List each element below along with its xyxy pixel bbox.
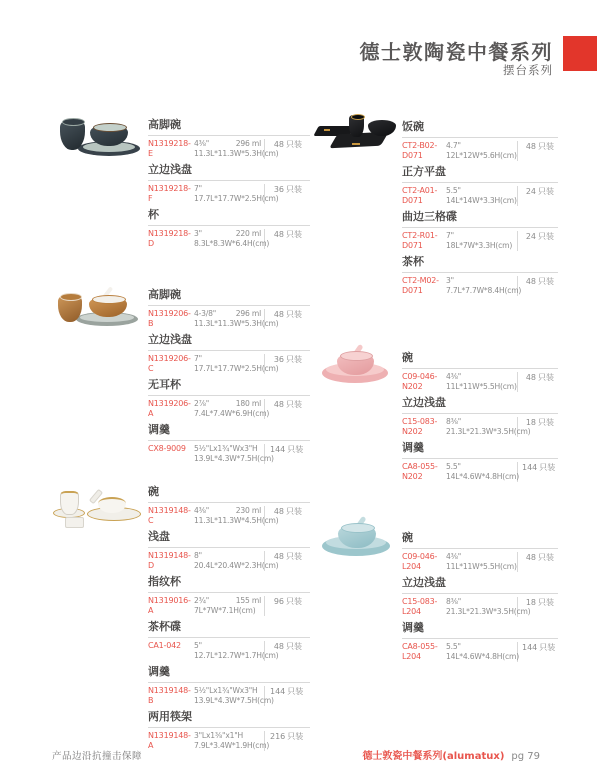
- product-item: [402, 576, 558, 617]
- product-item: [402, 351, 558, 392]
- red-accent-square: [563, 36, 597, 71]
- cup-shape: [60, 491, 79, 515]
- size-inches: 4⅜": [446, 552, 462, 561]
- size-inches: 7": [194, 184, 202, 193]
- page-title: 德士敦陶瓷中餐系列: [359, 40, 553, 64]
- product-name: 浅盘: [148, 530, 170, 543]
- product-group-n1319148: [148, 485, 310, 755]
- dimensions: 13.9L*4.3W*7.5H(cm): [194, 696, 274, 705]
- volume: 180 ml: [235, 399, 261, 408]
- spec-row: [148, 727, 310, 751]
- cup-rim-shape: [62, 118, 85, 126]
- pack-quantity: 48 只装: [525, 553, 554, 562]
- product-name: 碗: [402, 351, 413, 364]
- pack-quantity: 48 只装: [273, 230, 302, 239]
- product-code: CT2-A01- D071: [402, 186, 438, 205]
- dimensions: 12.7L*12.7W*1.7H(cm): [194, 651, 279, 660]
- product-group-n202: [402, 351, 558, 486]
- pack-quantity: 36 只装: [273, 355, 302, 364]
- size-inches: 4-3/8": [194, 309, 217, 318]
- product-name: 调羹: [148, 423, 170, 436]
- product-item: [148, 378, 310, 419]
- dimensions: 18L*7W*3.3H(cm): [446, 241, 513, 250]
- pack-quantity: 18 只装: [525, 598, 554, 607]
- product-code: C15-083- N202: [402, 417, 438, 436]
- dimensions: 11.3L*11.3W*5.3H(cm): [194, 149, 279, 158]
- bowl-rim-shape: [340, 351, 373, 361]
- photo-pink-set: [322, 344, 390, 388]
- product-item: [402, 120, 558, 161]
- size-inches: 3": [194, 229, 202, 238]
- cup-rim-shape: [60, 293, 82, 301]
- product-item: [402, 165, 558, 206]
- spec-row: [402, 227, 558, 251]
- dimensions: 11.3L*11.3W*4.5H(cm): [194, 516, 279, 525]
- size-inches: 4.7": [446, 141, 461, 150]
- bowl-shape: [368, 120, 396, 136]
- product-name: 茶杯: [402, 255, 424, 268]
- spec-row: [148, 502, 310, 526]
- photo-blue-set: [322, 514, 392, 560]
- product-name: 调羹: [402, 441, 424, 454]
- size-inches: 7": [446, 231, 454, 240]
- product-code: N1319206-C: [148, 354, 191, 373]
- spec-row: [148, 547, 310, 571]
- pack-quantity: 96 只装: [273, 597, 302, 606]
- dimensions: 20.4L*20.4W*2.3H(cm): [194, 561, 279, 570]
- size-inches: 3": [446, 276, 454, 285]
- product-name: 调羹: [148, 665, 170, 678]
- size-inches: 5.5": [446, 642, 461, 651]
- tray-gold-mark: [324, 129, 330, 131]
- product-code: N1319148-B: [148, 686, 191, 705]
- product-group-l204: [402, 531, 558, 666]
- spec-row: [148, 592, 310, 616]
- pack-quantity: 48 只装: [525, 277, 554, 286]
- product-name: 碗: [402, 531, 413, 544]
- product-name: 高脚碗: [148, 288, 181, 301]
- spec-row: [148, 440, 310, 464]
- product-item: [148, 208, 310, 249]
- cup-rim-shape: [351, 114, 365, 120]
- product-name: 指纹杯: [148, 575, 181, 588]
- product-name: 正方平盘: [402, 165, 446, 178]
- spec-row: [148, 180, 310, 204]
- dimensions: 21.3L*21.3W*3.5H(cm): [446, 607, 531, 616]
- product-name: 立边浅盘: [148, 333, 192, 346]
- product-name: 高脚碗: [148, 118, 181, 131]
- size-inches: 4⅜": [194, 139, 210, 148]
- spec-row: [402, 638, 558, 662]
- product-name: 饭碗: [402, 120, 424, 133]
- size-inches: 8⅜": [446, 417, 462, 426]
- spec-row: [402, 272, 558, 296]
- spec-row: [148, 225, 310, 249]
- photo-white-gold-set: [42, 486, 148, 530]
- product-group-n1319206: [148, 288, 310, 468]
- bowl-rim-shape: [341, 523, 375, 533]
- product-item: [402, 255, 558, 296]
- product-name: 无耳杯: [148, 378, 181, 391]
- product-name: 曲边三格碟: [402, 210, 457, 223]
- pack-quantity: 48 只装: [273, 552, 302, 561]
- dimensions: 21.3L*21.3W*3.5H(cm): [446, 427, 531, 436]
- volume: 296 ml: [235, 139, 261, 148]
- product-item: [148, 485, 310, 526]
- product-item: [402, 396, 558, 437]
- size-inches: 5": [194, 641, 202, 650]
- spec-row: [402, 593, 558, 617]
- spec-row: [402, 458, 558, 482]
- product-item: [148, 163, 310, 204]
- product-item: [402, 441, 558, 482]
- product-name: 茶杯碟: [148, 620, 181, 633]
- pack-quantity: 48 只装: [273, 310, 302, 319]
- size-inches: 5½"Lx1¾"Wx3"H: [194, 444, 258, 453]
- page-subtitle: 摆台系列: [503, 63, 553, 77]
- dimensions: 14L*4.6W*4.8H(cm): [446, 652, 519, 661]
- dimensions: 17.7L*17.7W*2.5H(cm): [194, 364, 279, 373]
- dimensions: 14L*14W*3.3H(cm): [446, 196, 517, 205]
- dimensions: 11.3L*11.3W*5.3H(cm): [194, 319, 279, 328]
- pack-quantity: 48 只装: [273, 642, 302, 651]
- product-code: N1319016-A: [148, 596, 191, 615]
- spec-row: [148, 637, 310, 661]
- product-item: [148, 288, 310, 329]
- volume: 230 ml: [235, 506, 261, 515]
- pack-quantity: 216 只装: [270, 732, 304, 741]
- pack-quantity: 144 只装: [522, 463, 556, 472]
- product-code: N1319148-A: [148, 731, 191, 750]
- pack-quantity: 48 只装: [273, 140, 302, 149]
- footer-series-name: 德士敦瓷中餐系列(alumatux): [362, 751, 505, 762]
- size-inches: 2¾": [194, 596, 210, 605]
- product-code: CA1-042: [148, 641, 181, 650]
- size-inches: 4⅜": [194, 506, 210, 515]
- photo-black-set: [316, 112, 400, 150]
- product-code: CT2-B02- D071: [402, 141, 438, 160]
- footer-series: [362, 747, 540, 762]
- spec-row: [148, 682, 310, 706]
- product-item: [148, 423, 310, 464]
- spec-row: [148, 135, 310, 159]
- pack-quantity: 18 只装: [525, 418, 554, 427]
- size-inches: 7": [194, 354, 202, 363]
- photo-orange-set: [44, 286, 144, 330]
- volume: 155 ml: [235, 596, 261, 605]
- product-code: C09-046- N202: [402, 372, 438, 391]
- product-code: C09-046- L204: [402, 552, 438, 571]
- pack-quantity: 48 只装: [273, 400, 302, 409]
- pack-quantity: 48 只装: [525, 373, 554, 382]
- dimensions: 11L*11W*5.5H(cm): [446, 382, 517, 391]
- size-inches: 5.5": [446, 186, 461, 195]
- dimensions: 8.3L*8.3W*6.4H(cm): [194, 239, 270, 248]
- pack-quantity: 24 只装: [525, 232, 554, 241]
- spec-row: [402, 182, 558, 206]
- dimensions: 17.7L*17.7W*2.5H(cm): [194, 194, 279, 203]
- product-code: CT2-R01- D071: [402, 231, 438, 250]
- pack-quantity: 144 只装: [270, 445, 304, 454]
- size-inches: 8": [194, 551, 202, 560]
- product-code: N1319218-E: [148, 139, 191, 158]
- dimensions: 14L*4.6W*4.8H(cm): [446, 472, 519, 481]
- product-code: C15-083- L204: [402, 597, 438, 616]
- size-inches: 4⅜": [446, 372, 462, 381]
- dimensions: 12L*12W*5.6H(cm): [446, 151, 517, 160]
- pack-quantity: 144 只装: [270, 687, 304, 696]
- product-group-ct2-d071: [402, 120, 558, 300]
- pack-quantity: 24 只装: [525, 187, 554, 196]
- dimensions: 11L*11W*5.5H(cm): [446, 562, 517, 571]
- product-code: CX8-9009: [148, 444, 186, 453]
- product-code: N1319206-A: [148, 399, 191, 418]
- size-inches: 2⅞": [194, 399, 210, 408]
- spec-row: [148, 350, 310, 374]
- dimensions: 7.9L*3.4W*1.9H(cm): [194, 741, 270, 750]
- dimensions: 7.7L*7.7W*8.4H(cm): [446, 286, 522, 295]
- pack-quantity: 48 只装: [273, 507, 302, 516]
- photo-dark-grey-set: [44, 112, 144, 160]
- product-item: [148, 333, 310, 374]
- dimensions: 7L*7W*7.1H(cm): [194, 606, 256, 615]
- dimensions: 7.4L*7.4W*6.9H(cm): [194, 409, 270, 418]
- size-inches: 3"Lx1⅜"x1"H: [194, 731, 244, 740]
- page-number: pg 79: [511, 751, 540, 762]
- product-code: CA8-055- N202: [402, 462, 438, 481]
- bowl-rim-shape: [92, 295, 126, 304]
- pack-quantity: 36 只装: [273, 185, 302, 194]
- dimensions: 13.9L*4.3W*7.5H(cm): [194, 454, 274, 463]
- spec-row: [148, 305, 310, 329]
- bowl-rim-shape: [93, 123, 127, 132]
- pack-quantity: 144 只装: [522, 643, 556, 652]
- size-inches: 5.5": [446, 462, 461, 471]
- volume: 296 ml: [235, 309, 261, 318]
- spec-row: [402, 548, 558, 572]
- product-code: CA8-055- L204: [402, 642, 438, 661]
- product-item: [148, 118, 310, 159]
- product-item: [402, 531, 558, 572]
- product-item: [402, 621, 558, 662]
- product-name: 调羹: [402, 621, 424, 634]
- product-item: [148, 575, 310, 616]
- product-name: 两用筷架: [148, 710, 192, 723]
- product-name: 杯: [148, 208, 159, 221]
- pack-quantity: 48 只装: [525, 142, 554, 151]
- product-name: 立边浅盘: [402, 396, 446, 409]
- size-inches: 8⅜": [446, 597, 462, 606]
- spec-row: [402, 413, 558, 437]
- volume: 220 ml: [235, 229, 261, 238]
- product-item: [148, 710, 310, 751]
- product-item: [148, 665, 310, 706]
- spec-row: [402, 137, 558, 161]
- product-group-n1319218: [148, 118, 310, 253]
- product-code: CT2-M02- D071: [402, 276, 439, 295]
- plate-gold-mark: [352, 143, 360, 145]
- product-code: N1319218-F: [148, 184, 191, 203]
- product-item: [148, 530, 310, 571]
- spec-row: [402, 368, 558, 392]
- product-name: 立边浅盘: [148, 163, 192, 176]
- product-item: [402, 210, 558, 251]
- product-name: 立边浅盘: [402, 576, 446, 589]
- product-item: [148, 620, 310, 661]
- product-code: N1319206-B: [148, 309, 191, 328]
- footer-slogan: 产品边沿抗撞击保障: [52, 751, 143, 762]
- product-code: N1319218-D: [148, 229, 191, 248]
- chopstick-rest-shape: [65, 517, 84, 528]
- product-name: 碗: [148, 485, 159, 498]
- spec-row: [148, 395, 310, 419]
- product-code: N1319148-D: [148, 551, 191, 570]
- size-inches: 5½"Lx1¾"Wx3"H: [194, 686, 258, 695]
- product-code: N1319148-C: [148, 506, 191, 525]
